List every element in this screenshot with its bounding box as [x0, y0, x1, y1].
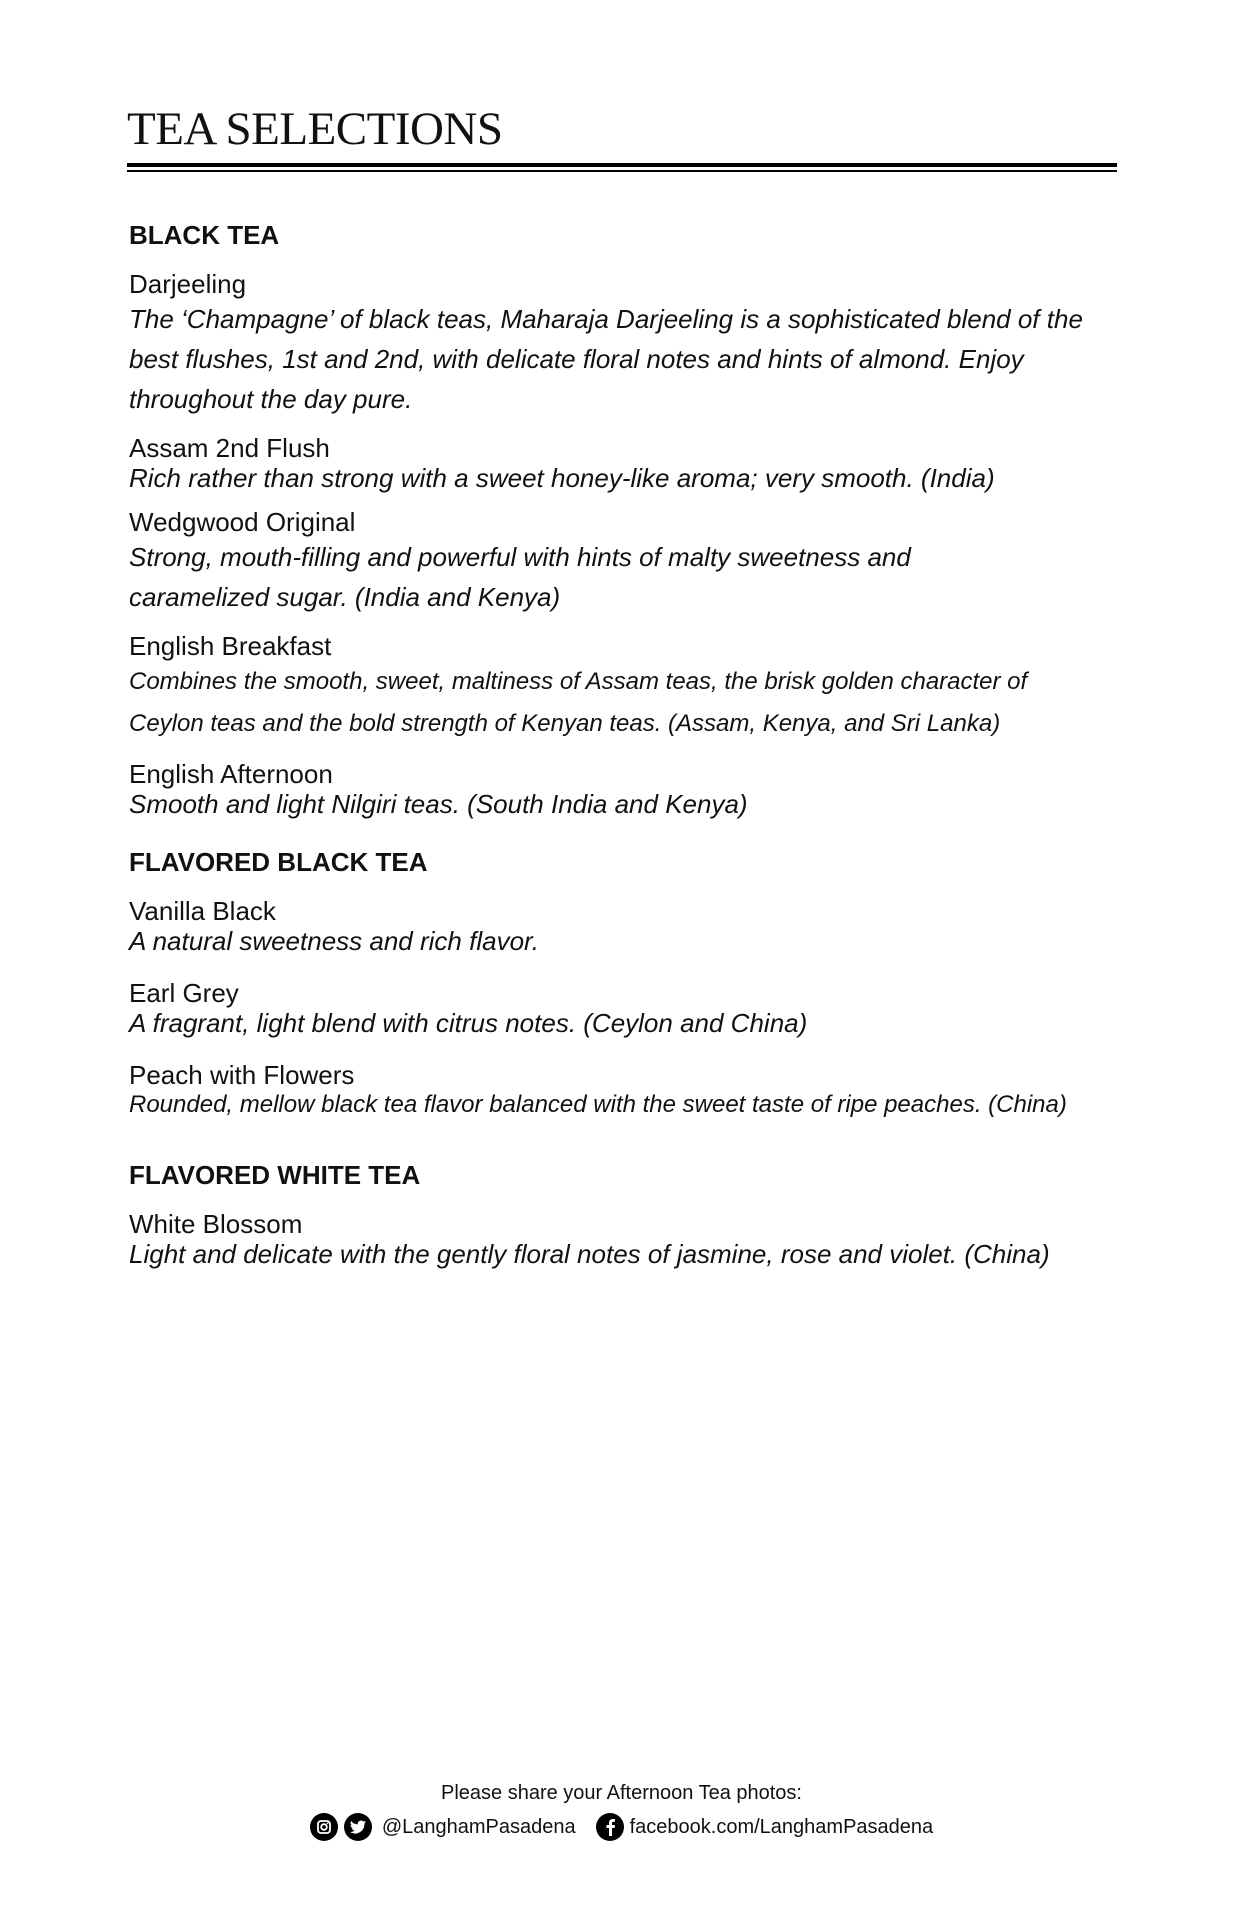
section-heading: BLACK TEA [129, 220, 280, 250]
tea-description: Smooth and light Nilgiri teas. (South India and Kenya) [129, 789, 748, 819]
instagram-icon[interactable] [310, 1813, 338, 1841]
tea-name: Earl Grey [129, 978, 239, 1008]
tea-name: Vanilla Black [129, 896, 276, 926]
tea-name: English Afternoon [129, 759, 333, 789]
tea-description: Combines the smooth, sweet, maltiness of Assam teas, the brisk golden character of Ceylon teas and the bold strength of Kenyan teas. (Assam, Kenya, and Sri Lanka) [129, 668, 1028, 737]
tea-description: Light and delicate with the gently floral notes of jasmine, rose and violet. (China) [129, 1239, 1050, 1269]
page-title: TEA SELECTIONS [127, 103, 503, 155]
tea-description: Rounded, mellow black tea flavor balanced with the sweet taste of ripe peaches. (China) [129, 1091, 1067, 1118]
tea-item [129, 1209, 1119, 1269]
social-handle[interactable]: @LanghamPasadena [381, 1815, 576, 1838]
tea-description: The ‘Champagne’ of black teas, Maharaja Darjeeling is a sophisticated blend of the best flushes, 1st and 2nd, with delicate floral notes and hints of almond. Enjoy throughout the day pure. [129, 304, 1083, 414]
section-flavored-black-tea [129, 847, 1119, 1120]
tea-description: Rich rather than strong with a sweet honey-like aroma; very smooth. (India) [129, 463, 995, 493]
tea-item [129, 978, 1119, 1038]
tea-item [129, 631, 1119, 745]
share-prompt: Please share your Afternoon Tea photos: [441, 1782, 802, 1804]
facebook-link[interactable]: facebook.com/LanghamPasadena [629, 1815, 934, 1838]
tea-name: White Blossom [129, 1209, 303, 1239]
tea-description: Strong, mouth-filling and powerful with hints of malty sweetness and caramelized sugar. (India and Kenya) [129, 542, 911, 612]
tea-name: Wedgwood Original [129, 507, 356, 537]
section-black-tea [129, 220, 1119, 819]
tea-description: A fragrant, light blend with citrus notes. (Ceylon and China) [129, 1008, 808, 1038]
tea-item [129, 433, 1119, 493]
tea-list [129, 220, 1119, 1297]
section-heading: FLAVORED WHITE TEA [129, 1160, 421, 1190]
tea-item [129, 507, 1119, 617]
social-links [0, 1813, 1243, 1841]
tea-name: Assam 2nd Flush [129, 433, 330, 463]
tea-item [129, 759, 1119, 819]
section-flavored-white-tea [129, 1160, 1119, 1269]
tea-description: A natural sweetness and rich flavor. [129, 926, 539, 956]
tea-name: Darjeeling [129, 269, 247, 299]
tea-name: English Breakfast [129, 631, 332, 661]
tea-item [129, 1060, 1119, 1120]
title-divider [127, 163, 1117, 172]
tea-name: Peach with Flowers [129, 1060, 355, 1090]
twitter-icon[interactable] [344, 1813, 372, 1841]
tea-item [129, 269, 1119, 419]
tea-item [129, 896, 1119, 956]
section-heading: FLAVORED BLACK TEA [129, 847, 428, 877]
facebook-icon[interactable] [596, 1813, 624, 1841]
footer [0, 1782, 1243, 1841]
